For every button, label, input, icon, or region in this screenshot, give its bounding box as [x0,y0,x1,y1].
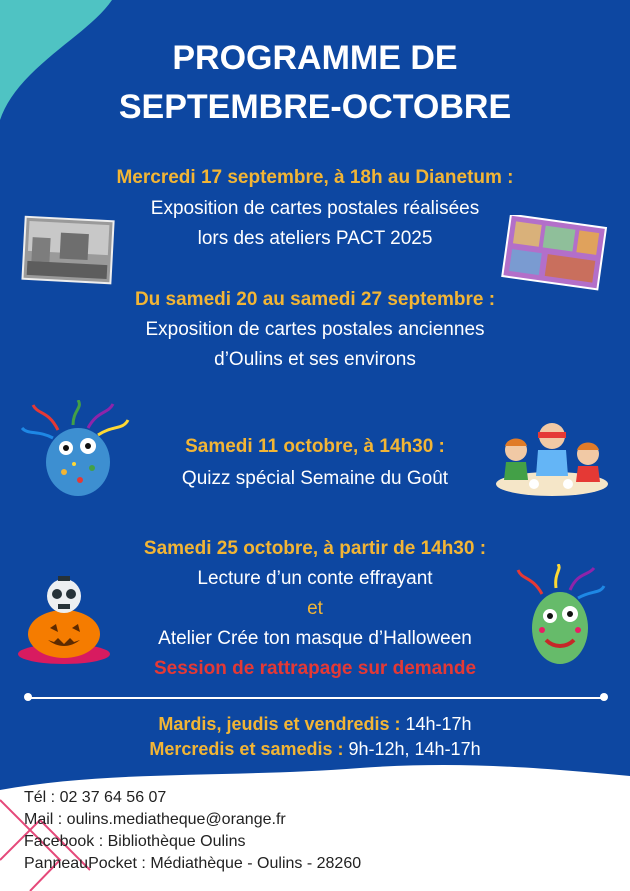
event-3-line-1: Quizz spécial Semaine du Goût [181,468,449,489]
page-title-line-2: SEPTEMBRE-OCTOBRE [118,88,512,126]
page-title-line-1: PROGRAMME DE [172,39,458,77]
event-1-heading: Mercredi 17 septembre, à 18h au Dianetum : [116,167,514,188]
separator-dot-right [600,693,608,701]
event-4-heading: Samedi 25 octobre, à partir de 14h30 : [143,538,487,559]
hours-row-1-label: Mardis, jeudis et vendredis : [158,714,401,734]
event-2-line-1: Exposition de cartes postales anciennes [145,319,485,340]
event-4-line-1: Lecture d’un conte effrayant [197,568,433,589]
contact-facebook: Facebook : Bibliothèque Oulins [24,833,246,850]
hours-row-2-value: 9h-12h, 14h-17h [343,739,481,759]
hours-row-1-value: 14h-17h [400,714,472,734]
event-4-connector: et [307,598,323,619]
event-1-line-1: Exposition de cartes postales réalisées [150,198,480,219]
hours-row-2-label: Mercredis et samedis : [149,739,344,759]
contact-phone: Tél : 02 37 64 56 07 [24,789,167,806]
pumpkin-skull-image [14,572,114,668]
separator-dot-left [24,693,32,701]
event-2-line-2: d’Oulins et ses environs [214,349,416,370]
hours-row-1 [0,712,630,736]
contact-mail: Mail : oulins.mediatheque@orange.fr [24,811,286,828]
event-3-heading: Samedi 11 octobre, à 14h30 : [185,436,445,457]
event-1-line-2: lors des ateliers PACT 2025 [197,228,433,249]
event-4-line-2: Atelier Crée ton masque d’Halloween [158,628,472,649]
old-postcard-image [20,215,116,287]
hours-row-2 [0,737,630,761]
event-4-note: Session de rattrapage sur demande [153,658,477,679]
event-2-heading: Du samedi 20 au samedi 27 septembre : [134,289,496,310]
pact-postcard-image [500,215,608,291]
contact-panneaupocket: PanneauPocket : Médiathèque - Oulins - 28260 [24,855,362,872]
halloween-mask-image [512,564,608,668]
separator-line [28,697,604,699]
